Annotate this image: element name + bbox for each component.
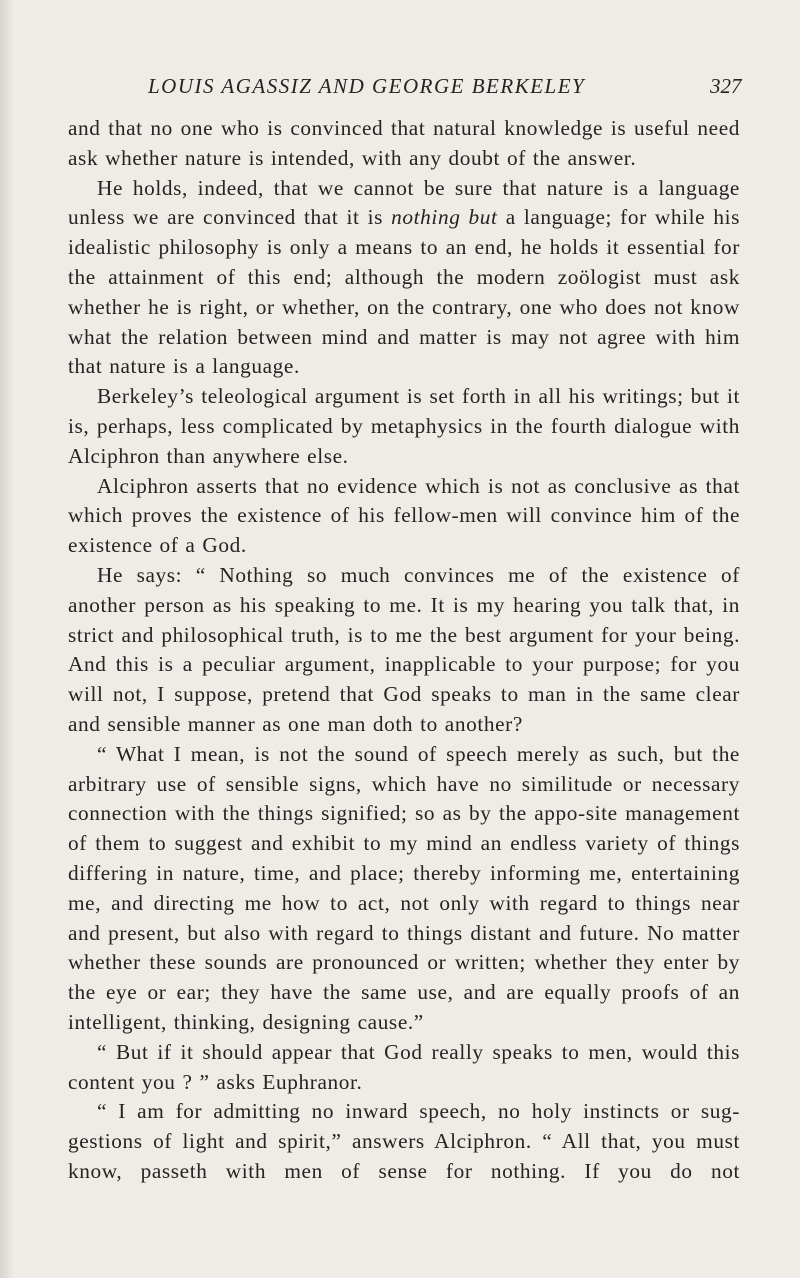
running-head: LOUIS AGASSIZ AND GEORGE BERKELEY [148,74,586,98]
paragraph-teleological: Berkeley’s teleological argument is set forth in all his writings; but it is, perhaps, less complicated by metaphysics in the fourth dialogue with Alciphron than anywhere else. [68,384,740,468]
paragraph-euphranor: “ But if it should appear that God really speaks to men, would this content you ? ” asks Euphranor. [68,1039,740,1094]
paragraph-what-i-mean: “ What I mean, is not the sound of speech merely as such, but the arbitrary use of sensible signs, which have no similitude or necessary connection with the things signified; so as by the appo-site management of them to suggest and exhibit to my mind an endless variety of things differing in nature, time, and place; thereby informing me, entertaining me, and directing me how to act, not only with regard to things near and present, but also with regard to things distant and future. No matter whether these sounds are pronounced or written; whether they enter by the eye or ear; they have the same use, and are equally proofs of an intelligent, thinking, designing cause.” [68,741,740,1034]
paragraph-text: He holds, indeed, that we cannot be sure that nature is a language unless we are convinced that it is [68,175,740,230]
body-text [68,114,740,1187]
paragraph-he-says: He says: “ Nothing so much convinces me of the existence of another person as his speaking to me. It is my hearing you talk that, in strict and philosophical truth, is to me the best argument for your being. And this is a peculiar argument, inapplicable to your purpose; for you will not, I suppose, pretend that God speaks to man in the same clear and sensible manner as one man doth to another? [68,562,740,736]
page-gutter-shadow [0,0,14,1278]
paragraph-inward-speech: “ I am for admitting no inward speech, no holy instincts or sug-gestions of light and spirit,” answers Alciphron. “ All that, you must know, passeth with men of sense for nothing. If you do not [68,1099,740,1183]
paragraph-alciphron-asserts: Alciphron asserts that no evidence which is not as conclusive as that which proves the existence of his fellow-men will convince him of the existence of a God. [68,473,740,558]
page-number: 327 [710,74,742,98]
paragraph-nature-language [68,174,740,383]
paragraph-text: a language; for while his idealistic philosophy is only a means to an end, he holds it essential for the attainment of this end; although the modern zoölogist must ask whether he is right, or whether, on the contrary, one who does not know what the relation between mind and matter is may not agree with him that nature is a language. [68,205,740,379]
paragraph-continuation: and that no one who is convinced that natural knowledge is useful need ask whether nature is intended, with any doubt of the answer. [68,116,740,170]
emphasis-nothing-but: nothing but [391,205,498,230]
